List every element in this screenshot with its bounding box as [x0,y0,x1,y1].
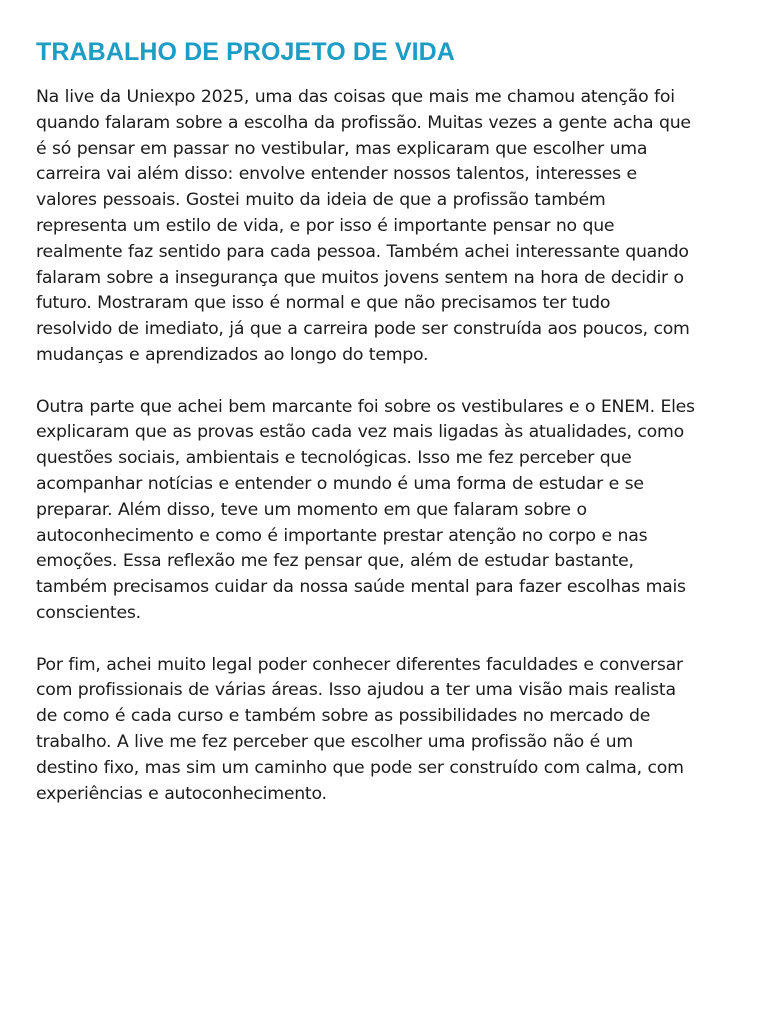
paragraph-1 [36,85,736,369]
paragraph-2 [36,395,736,627]
text-line: quando falaram sobre a escolha da profissão. Muitas vezes a gente acha que [36,112,691,133]
text-line: destino fixo, mas sim um caminho que pode ser construído com calma, com [36,757,684,778]
text-line: acompanhar notícias e entender o mundo é uma forma de estudar e se [36,473,644,494]
paragraph-3 [36,653,736,808]
text-line: resolvido de imediato, já que a carreira pode ser construída aos poucos, com [36,319,690,340]
text-line: experiências e autoconhecimento. [36,783,327,804]
text-line: questões sociais, ambientais e tecnológicas. Isso me fez perceber que [36,448,632,469]
text-line: Por fim, achei muito legal poder conhecer diferentes faculdades e conversar [36,654,683,675]
text-line: representa um estilo de vida, e por isso é importante pensar no que [36,215,615,236]
text-line: também precisamos cuidar da nossa saúde mental para fazer escolhas mais [36,577,686,598]
text-line: futuro. Mostraram que isso é normal e que não precisamos ter tudo [36,293,611,314]
text-line: é só pensar em passar no vestibular, mas explicaram que escolher uma [36,138,648,159]
text-line: trabalho. A live me fez perceber que escolher uma profissão não é um [36,731,633,752]
text-line: carreira vai além disso: envolve entender nossos talentos, interesses e [36,164,637,185]
text-line: explicaram que as provas estão cada vez mais ligadas às atualidades, como [36,422,684,443]
text-line: Na live da Uniexpo 2025, uma das coisas que mais me chamou atenção foi [36,87,675,107]
text-line: mudanças e aprendizados ao longo do tempo. [36,344,429,365]
text-line: realmente faz sentido para cada pessoa. Também achei interessante quando [36,241,689,262]
text-line: conscientes. [36,602,141,623]
text-line: preparar. Além disso, teve um momento em que falaram sobre o [36,499,587,520]
text-line: Outra parte que achei bem marcante foi sobre os vestibulares e o ENEM. Eles [36,396,695,417]
text-line: falaram sobre a insegurança que muitos jovens sentem na hora de decidir o [36,267,684,288]
text-line: emoções. Essa reflexão me fez pensar que, além de estudar bastante, [36,551,634,572]
text-line: com profissionais de várias áreas. Isso ajudou a ter uma visão mais realista [36,680,676,701]
document-title: TRABALHO DE PROJETO DE VIDA [36,38,455,66]
text-line: de como é cada curso e também sobre as possibilidades no mercado de [36,706,651,727]
text-line: autoconhecimento e como é importante prestar atenção no corpo e nas [36,525,648,546]
document-body [36,85,736,833]
text-line: valores pessoais. Gostei muito da ideia de que a profissão também [36,190,606,211]
